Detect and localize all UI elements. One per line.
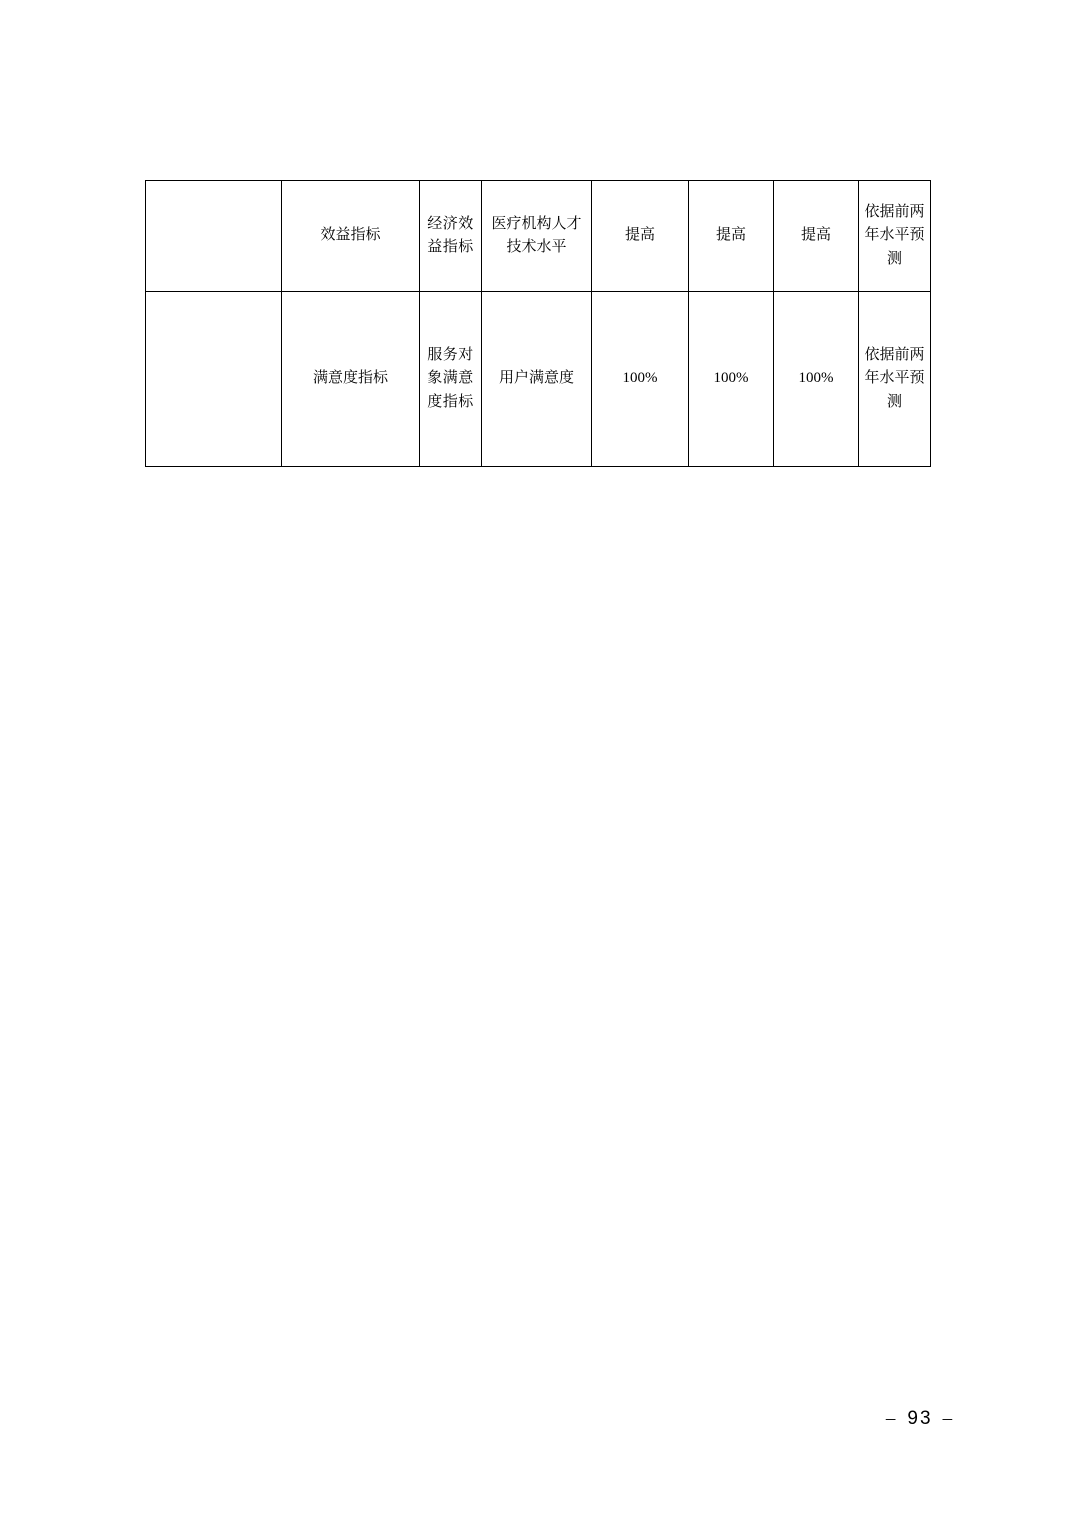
page-number: 93: [907, 1408, 933, 1429]
page-number-suffix: –: [942, 1408, 955, 1429]
cell-indicator-name: 医疗机构人才技术水平: [482, 181, 592, 292]
cell-indicator-type: 效益指标: [282, 181, 420, 292]
cell-value-2: 提高: [689, 181, 774, 292]
table-row: [146, 181, 931, 292]
cell-value-1: 提高: [592, 181, 689, 292]
page-number-prefix: –: [885, 1408, 898, 1429]
cell-category-empty: [146, 181, 282, 292]
performance-indicator-table: [145, 180, 931, 467]
cell-basis: 依据前两年水平预测: [859, 292, 931, 467]
cell-basis: 依据前两年水平预测: [859, 181, 931, 292]
table-row: [146, 292, 931, 467]
cell-category-empty: [146, 292, 282, 467]
cell-value-1: 100%: [592, 292, 689, 467]
cell-value-3: 100%: [774, 292, 859, 467]
cell-indicator-subtype: 服务对象满意度指标: [420, 292, 482, 467]
cell-value-3: 提高: [774, 181, 859, 292]
cell-indicator-subtype: 经济效益指标: [420, 181, 482, 292]
cell-indicator-type: 满意度指标: [282, 292, 420, 467]
cell-indicator-name: 用户满意度: [482, 292, 592, 467]
cell-value-2: 100%: [689, 292, 774, 467]
